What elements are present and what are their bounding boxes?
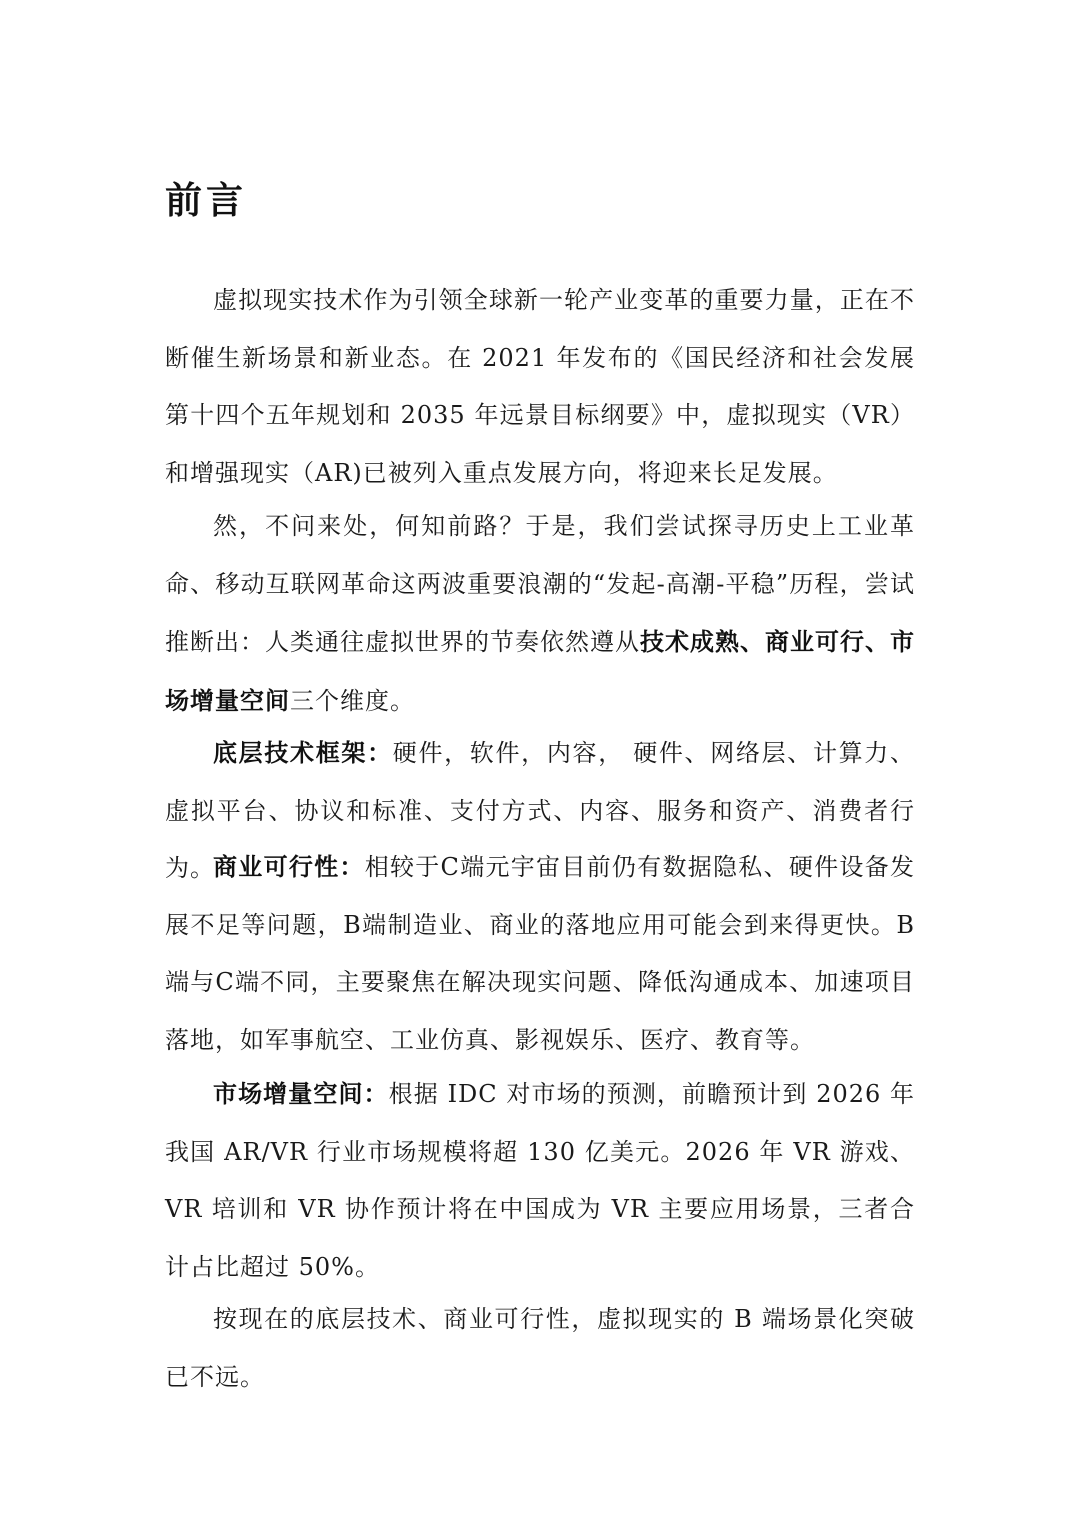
page-title: 前言	[165, 178, 247, 222]
section-label: 市场增量空间：	[213, 1079, 389, 1108]
section-label: 商业可行性：	[213, 852, 365, 881]
paragraph-history	[165, 498, 915, 730]
paragraph-text: 根据 IDC 对市场的预测，前瞻预计到 2026 年我国 AR/VR 行业市场规模将超 130 亿美元。2026 年 VR 游戏、VR 培训和 VR 协作预计将在中国成为 VR 主要应用场景，三者合计占比超过 50%。	[165, 1080, 915, 1281]
paragraph-market-space	[165, 1065, 915, 1296]
paragraph-text: 硬件，软件，内容， 硬件、网络层、计算力、虚拟平台、协议和标准、支付方式、内容、服务和资产、消费者行为。	[165, 739, 915, 882]
paragraph-intro	[165, 272, 915, 502]
paragraph-text: 相较于C端元宇宙目前仍有数据隐私、硬件设备发展不足等问题，B端制造业、商业的落地应用可能会到来得更快。B端与C端不同，主要聚焦在解决现实问题、降低沟通成本、加速项目落地，如军事航空、工业仿真、影视娱乐、医疗、教育等。	[165, 853, 915, 1054]
paragraph-business-feasibility	[165, 838, 915, 1069]
section-label: 底层技术框架：	[213, 738, 393, 767]
paragraph-conclusion	[165, 1291, 915, 1406]
paragraph-text: 然，不问来处，何知前路？于是，我们尝试探寻历史上工业革命、移动互联网革命这两波重要浪潮的“发起-高潮-平稳”历程，尝试推断出：人类通往虚拟世界的节奏依然遵从	[165, 512, 915, 656]
paragraph-text: 三个维度。	[290, 686, 415, 715]
emphasis-text: 技术成熟、商业可行、市场增量空间	[165, 627, 915, 715]
paragraph-text: 虚拟现实技术作为引领全球新一轮产业变革的重要力量，正在不断催生新场景和新业态。在 2021 年发布的《国民经济和社会发展第十四个五年规划和 2035 年远景目标纲要》中，虚拟现实（VR）和增强现实（AR)已被列入重点发展方向，将迎来长足发展。	[165, 286, 915, 487]
paragraph-text: 按现在的底层技术、商业可行性，虚拟现实的 B 端场景化突破已不远。	[165, 1305, 915, 1391]
